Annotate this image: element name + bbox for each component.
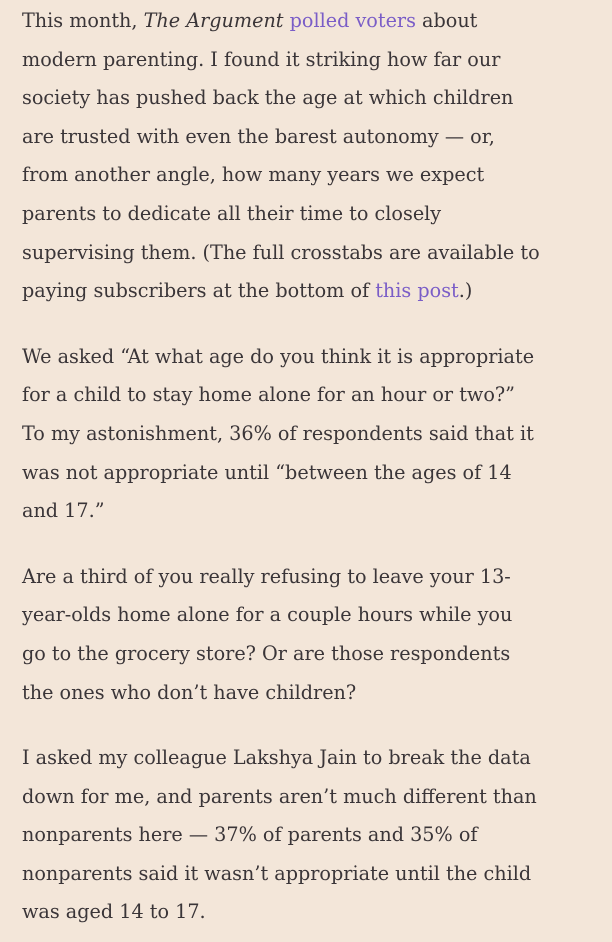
- publication-title: The Argument: [143, 9, 284, 32]
- intro-lead-text: This month,: [22, 9, 144, 32]
- polled-voters-link[interactable]: polled voters: [289, 9, 416, 32]
- this-post-link[interactable]: this post: [375, 279, 459, 303]
- intro-body-text: about modern parenting. I found it striking how far our society has pushed back the age at which children are trusted with even the barest autonomy — or, from another angle, how many years we expect parents to dedicate all their time to closely supervising them. (The full crosstabs are available to paying subscribers at the bottom of: [22, 9, 540, 303]
- intro-end-text: .): [458, 279, 473, 303]
- paragraph-third-of-you: Are a third of you really refusing to leave your 13- year-olds home alone for a couple hours while you go to the grocery store? Or are those respondents the ones who don’t have children?: [22, 564, 513, 704]
- paragraph-question: We asked “At what age do you think it is appropriate for a child to stay home alone for an hour or two?” To my astonishment, 36% of respondents said that it was not appropriate until “between the ages of 14 and 17.”: [22, 344, 535, 523]
- paragraph-parents-comparison: I asked my colleague Lakshya Jain to break the data down for me, and parents aren’t much different than nonparents here — 37% of parents and 35% of nonparents said it wasn’t appropriate until the child was aged 14 to 17.: [22, 746, 537, 924]
- paragraph-intro: [22, 2, 594, 311]
